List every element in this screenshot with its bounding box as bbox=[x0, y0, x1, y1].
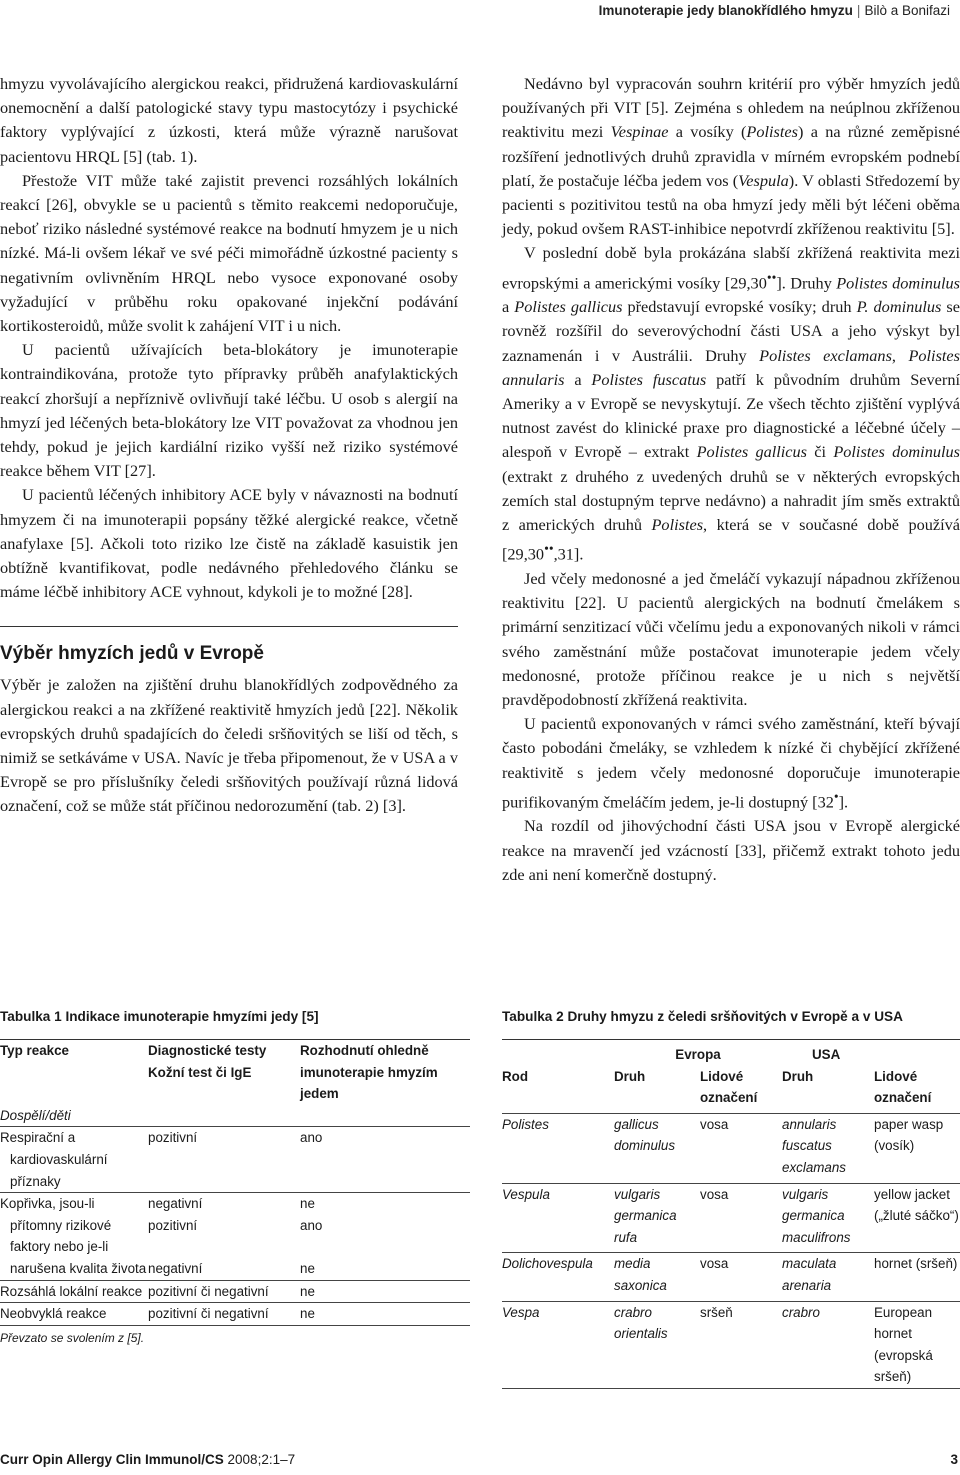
table-group-header-row bbox=[502, 1040, 960, 1066]
paragraph: U pacientů léčených inhibitory ACE byly v návaznosti na bodnutí hmyzem či na imunoterapii popsány těžké alergické reakce, včetně anafylaxe [5]. Ačkoli toto riziko lze čistě na základě kasuistik jen obtížně kvantifikovat, podle nedávného přehledového článku se máme léčbě inhibitory ACE vyhnout, kdykoli je to možné [28]. bbox=[0, 485, 458, 602]
cell-species: gallicus dominulus bbox=[614, 1116, 676, 1154]
table-header-row bbox=[502, 1066, 960, 1109]
paragraph: hmyzu vyvolávajícího alergickou reakci, přidružená kardiovaskulární onemocnění a další patologické stavy typu mastocytózy i psychické faktory vyplývající z úzkosti, která může výrazně narušovat pacientovu HRQL [5] (tab. 1). bbox=[0, 74, 458, 166]
paragraph: Přestože VIT může také zajistit prevenci rozsáhlých lokálních reakcí [26], obvykle se u pacientů s těmito reakcemi nedoporučuje, neboť riziko následné systémové reakce na bodnutí hmyzem je u nich nízké. Má-li ovšem lékař ve své péči mimořádně úzkostné pacienty s negativním ovlivněním HRQL nebo vysoce exponované osoby vyžadující v průběhu roku opakované injekční podávání kortikosteroidů, může svolit k zahájení VIT i u nich. bbox=[0, 170, 458, 336]
section-heading: Výběr hmyzích jedů v Evropě bbox=[0, 643, 264, 665]
cell-reaction: Neobvyklá reakce bbox=[0, 1306, 107, 1322]
cell-genus: Polistes bbox=[502, 1116, 549, 1132]
cell-species: crabro orientalis bbox=[614, 1304, 668, 1342]
right-column bbox=[502, 72, 960, 887]
paragraph: Na rozdíl od jihovýchodní části USA jsou v Evropě alergické reakce na mravenčí jed vzácností [33], přičemž extrakt tohoto jedu zde ani není komerčně dostupný. bbox=[502, 816, 960, 884]
paragraph: Jed včely medonosné a jed čmeláčí vykazují nápadnou zkříženou reaktivitu [22]. U pacientů alergických na bodnutí čmelákem s primární senzitizací vůči včelímu jedu a exponovaných nikoli v rámci svého zaměstnání může postačovat imunoterapie jedem včely medonosné, protože příčinou reakce je u nich s největší pravděpodobností zkřížená reaktivita. bbox=[502, 568, 960, 709]
table-row bbox=[0, 1303, 470, 1325]
cell-genus: Vespula bbox=[502, 1186, 550, 1202]
cell-genus: Vespa bbox=[502, 1304, 540, 1320]
cell-test: pozitivní či negativní bbox=[148, 1283, 269, 1299]
table-rule bbox=[0, 1325, 470, 1326]
cell-test: pozitivní či negativní bbox=[148, 1306, 269, 1322]
cell-common-name: vosa bbox=[700, 1256, 729, 1272]
footer-issue: 2008;2:1–7 bbox=[227, 1452, 296, 1467]
cell-test: negativní pozitivní negativní bbox=[148, 1196, 203, 1276]
cell-decision: ne bbox=[300, 1283, 315, 1299]
column-header: Diagnostické testy Kožní test či IgE bbox=[148, 1043, 267, 1080]
cell-common-name: sršeň bbox=[700, 1304, 733, 1320]
cell-species: vulgaris germanica rufa bbox=[614, 1186, 677, 1245]
table-row bbox=[0, 1193, 470, 1279]
header-separator: | bbox=[856, 3, 861, 18]
table-header-row bbox=[0, 1040, 470, 1105]
cell-decision: ne bbox=[300, 1306, 315, 1322]
cell-decision: ne ano ne bbox=[300, 1196, 323, 1276]
cell-species: annularis fuscatus exclamans bbox=[782, 1116, 847, 1175]
column-header: Rozhodnutí ohledně imunoterapie hmyzím jedem bbox=[300, 1043, 438, 1102]
cell-species: vulgaris germanica maculifrons bbox=[782, 1186, 851, 1245]
column-header: Typ reakce bbox=[0, 1043, 69, 1058]
cell-common-name: hornet (sršeň) bbox=[874, 1256, 958, 1272]
table-footnote: Převzato se svolením z [5]. bbox=[0, 1330, 145, 1345]
paragraph: U pacientů užívajících beta-blokátory je imunoterapie kontraindikována, protože tyto přípravky průběh anafylaktických reakcí zhoršují a nepříznivě ovlivňují také léčbu. U osob s alergií na hmyzí jed léčených beta-blokátory lze VIT považovat za vhodnou jen tehdy, pokud je jejich kardiální riziko vyšší než riziko systémové reakce během VIT [27]. bbox=[0, 340, 458, 481]
indication-table bbox=[0, 1040, 470, 1325]
cell-decision: ano bbox=[300, 1130, 323, 1146]
cell-common-name: vosa bbox=[700, 1116, 729, 1132]
cell-test: pozitivní bbox=[148, 1130, 198, 1146]
running-header bbox=[0, 0, 960, 22]
cell-species: crabro bbox=[782, 1304, 820, 1320]
paragraph: U pacientů exponovaných v rámci svého zaměstnání, kteří bývají často pobodáni čmeláky, se vzhledem k nízké či chybějící zkřížené reaktivitě s jedem včely medonosné doporučuje imunoterapie purifikovaným čmeláčím jedem, je-li dostupný [32•]. bbox=[502, 714, 960, 812]
table-title: Tabulka 1 Indikace imunoterapie hmyzími jedy [5] bbox=[0, 1009, 319, 1024]
table-row bbox=[0, 1127, 470, 1192]
cell-reaction: Rozsáhlá lokální reakce bbox=[0, 1283, 143, 1299]
cell-common-name: vosa bbox=[700, 1186, 729, 1202]
header-authors: Bilò a Bonifazi bbox=[864, 3, 950, 18]
cell-genus: Dolichovespula bbox=[502, 1256, 593, 1272]
column-header: Druh bbox=[614, 1068, 646, 1084]
page-footer bbox=[0, 1450, 960, 1470]
cell-common-name: paper wasp (vosík) bbox=[874, 1116, 944, 1154]
table-row bbox=[502, 1302, 960, 1388]
cell-species: media saxonica bbox=[614, 1256, 667, 1293]
left-column bbox=[0, 72, 458, 819]
cell-common-name: European hornet (evropská sršeň) bbox=[874, 1304, 933, 1385]
table-2 bbox=[502, 1006, 960, 1389]
table-title: Tabulka 2 Druhy hmyzu z čeledi sršňovitých v Evropě a v USA bbox=[502, 1009, 903, 1024]
paragraph: Nedávno byl vypracován souhrn kritérií pro výběr hmyzích jedů používaných při VIT [5]. Zejména s ohledem na neúplnou zkříženou reaktivitu mezi Vespinae a vosíky (Polistes) a na různé zeměpisné rozšíření jednotlivých druhů zpravidla v mírném evropském podnebí platí, že postačuje léčba jedem vos (Vespula). V oblasti Středozemí by pacienti s pozitivitou testů na oba hmyzí jedy měli být léčeni oběma jedy, pokud ovšem RAST-inhibice nepotvrdí zkříženou reaktivitu [5]. bbox=[502, 74, 960, 239]
table-row bbox=[502, 1184, 960, 1249]
column-header: Lidové označení bbox=[874, 1068, 932, 1106]
column-header: Rod bbox=[502, 1068, 529, 1084]
cell-reaction: Respirační a kardiovaskulární příznaky bbox=[0, 1130, 108, 1189]
group-header-usa: USA bbox=[812, 1047, 841, 1062]
footer-journal: Curr Opin Allergy Clin Immunol/CS bbox=[0, 1452, 224, 1467]
paragraph: Výběr je založen na zjištění druhu blanokřídlých zodpovědného za alergickou reakci a na zkřížené reaktivitě hmyzích jedů [22]. Několik evropských druhů spadajících do čeledi sršňovitých se liší od těch, s nimiž se setkáváme v USA. Navíc je třeba připomenout, že v USA a v Evropě se pro příslušníky čeledi sršňovitých používají různá lidová označení, což se může stát příčinou nedorozumění (tab. 2) [3]. bbox=[0, 675, 458, 816]
cell-species: maculata arenaria bbox=[782, 1256, 837, 1293]
header-title: Imunoterapie jedy blanokřídlého hmyzu bbox=[598, 3, 853, 18]
table-1 bbox=[0, 1006, 470, 1346]
table-row bbox=[0, 1281, 470, 1303]
group-header-europe: Evropa bbox=[675, 1047, 721, 1062]
column-header: Druh bbox=[782, 1068, 814, 1084]
table-row bbox=[502, 1114, 960, 1179]
species-table bbox=[502, 1040, 960, 1388]
page-number: 3 bbox=[950, 1452, 958, 1467]
cell-common-name: yellow jacket („žluté sáčko“) bbox=[874, 1186, 959, 1224]
table-row bbox=[502, 1253, 960, 1296]
section-divider bbox=[0, 626, 458, 627]
paragraph: V poslední době byla prokázána slabší zkřížená reaktivita mezi evropskými a americkými vosíky [29,30••]. Druhy Polistes dominulus a Polistes gallicus představují evropské vosíky; druh P. dominulus se rovněž rozšířil do severovýchodní části USA a jeho výskyt byl zaznamenán i v Austrálii. Druhy Polistes exclamans, Polistes annularis a Polistes fuscatus patří k původním druhům Severní Ameriky a v Evropě se nevyskytují. Ze všech těchto zjištění vyplývá nutnost zavést do klinické praxe pro diagnostické a léčebné účely – alespoň v Evropě – extrakt Polistes gallicus či Polistes dominulus (extrakt z druhého z uvedených druhů se v některých evropských zemích stal dostupným teprve nedávno) a nahradit jím směs extraktů z amerických druhů Polistes, která se v současné době používá [29,30••,31]. bbox=[502, 243, 960, 564]
table-rule bbox=[502, 1388, 960, 1389]
cell-reaction: Kopřivka, jsou-li přítomny rizikové faktory nebo je-li narušena kvalita života bbox=[0, 1196, 147, 1276]
table-group-label: Dospělí/děti bbox=[0, 1107, 71, 1123]
column-header: Lidové označení bbox=[700, 1068, 758, 1106]
